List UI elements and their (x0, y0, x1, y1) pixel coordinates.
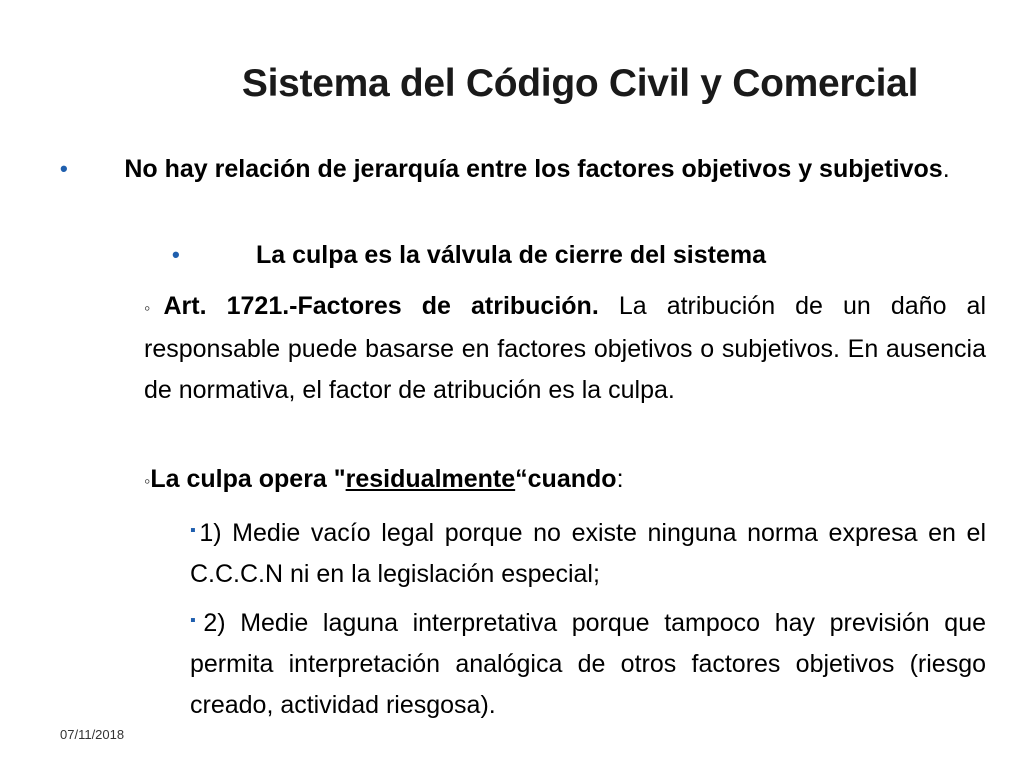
residual-paragraph (144, 460, 986, 500)
point-culpa (172, 236, 952, 274)
point-hierarchy-tail: . (942, 155, 950, 183)
case-2 (190, 600, 986, 726)
point-hierarchy-main: No hay relación de jerarquía entre los factores objetivos y subjetivos (124, 155, 943, 183)
square-bullet-icon: ▪ (190, 522, 200, 539)
point-culpa-text: La culpa es la válvula de cierre del sistema (256, 241, 766, 269)
point-hierarchy (60, 150, 984, 188)
residual-prefix: La culpa opera " (150, 465, 346, 493)
case-2-text: 2) Medie laguna interpretativa porque tampoco hay previsión que permita interpretación analógica de otros factores objetivos (riesgo creado, actividad riesgosa). (190, 609, 986, 719)
circle-bullet-icon: ◦ (144, 471, 151, 491)
point-hierarchy-text (60, 150, 984, 188)
residual-colon: : (616, 465, 624, 493)
article-1721-text: La atribución de un daño al responsable puede basarse en factores objetivos o subjetivos. En ausencia de normativa, el factor de atribución es la culpa. (144, 292, 986, 404)
article-1721-paragraph (144, 286, 986, 411)
bullet-dot-icon: • (60, 156, 68, 181)
bullet-dot-icon: • (172, 242, 180, 267)
article-1721-heading: Art. 1721.-Factores de atribución. (163, 292, 599, 320)
residual-keyword: residualmente (345, 465, 516, 493)
circle-bullet-icon: ◦ (144, 298, 164, 318)
square-bullet-icon: ▪ (190, 612, 204, 629)
case-1-text: 1) Medie vacío legal porque no existe ninguna norma expresa en el C.C.C.N ni en la legislación especial; (190, 519, 986, 588)
slide-date: 07/11/2018 (60, 727, 125, 742)
slide-title: Sistema del Código Civil y Comercial (241, 62, 919, 105)
case-1 (190, 510, 986, 595)
residual-suffix: “cuando (515, 465, 617, 493)
